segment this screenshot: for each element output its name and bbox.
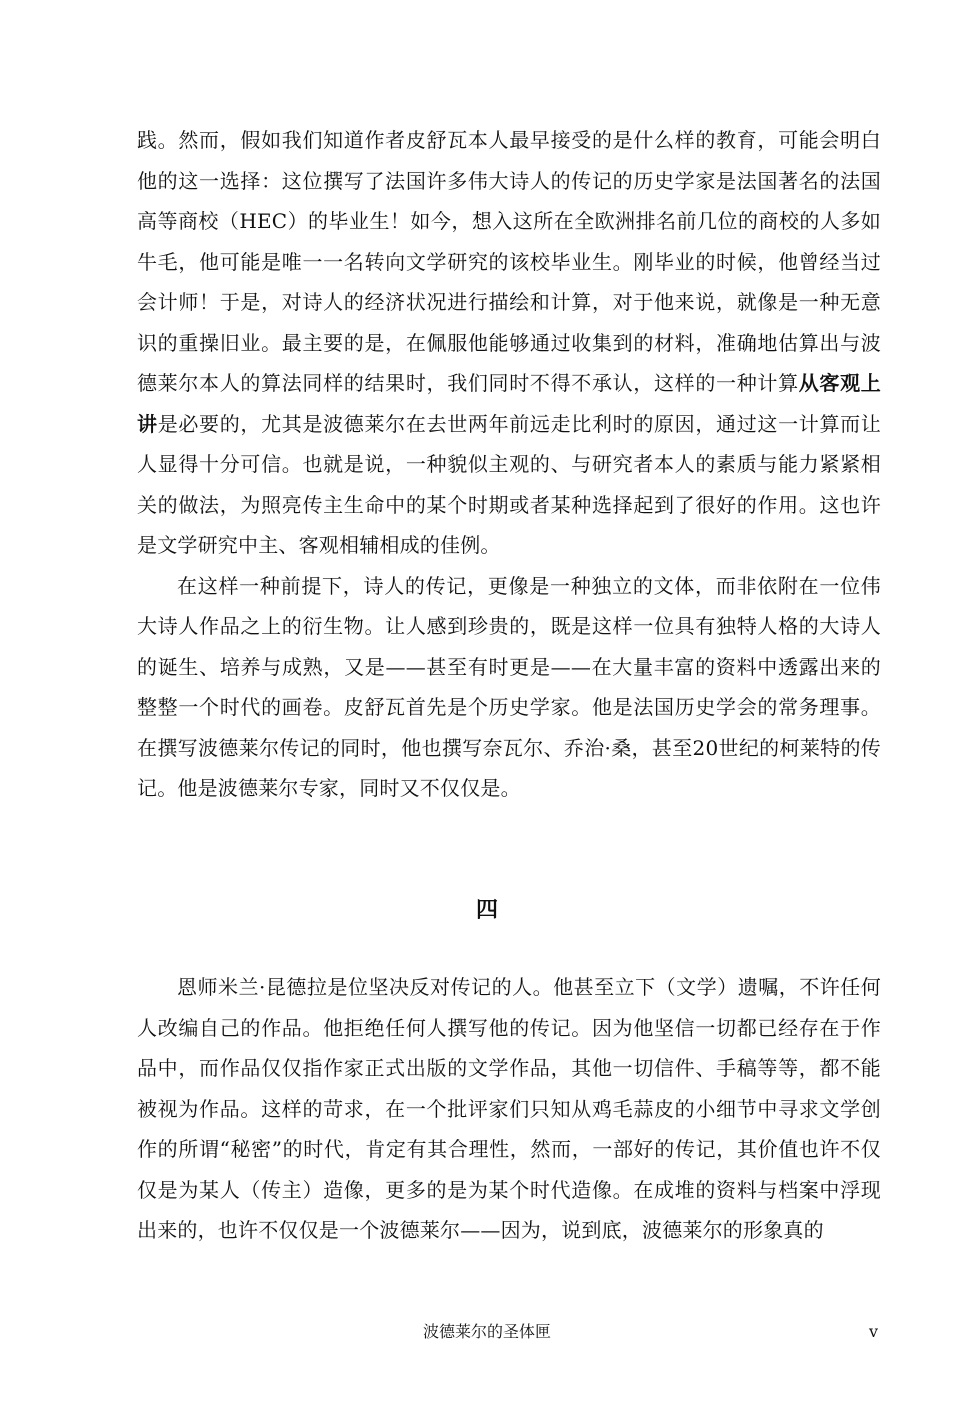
paragraph-continued bbox=[137, 120, 881, 566]
bold-phrase: 从客观上讲 bbox=[137, 371, 881, 436]
page-number: v bbox=[868, 1322, 878, 1341]
paragraph: 恩师米兰·昆德拉是位坚决反对传记的人。他甚至立下（文学）遗嘱，不许任何人改编自己的作品。他拒绝任何人撰写他的传记。因为他坚信一切都已经存在于作品中，而作品仅仅指作家正式出版的文学作品，其他一切信件、手稿等等，都不能被视为作品。这样的苛求，在一个批评家们只知从鸡毛蒜皮的小细节中寻求文学创作的所谓“秘密”的时代，肯定有其合理性，然而，一部好的传记，其价值也许不仅仅是为某人（传主）造像，更多的是为某个时代造像。在成堆的资料与档案中浮现出来的，也许不仅仅是一个波德莱尔——因为，说到底，波德莱尔的形象真的 bbox=[137, 975, 881, 1242]
footer-book-title: 波德莱尔的圣体匣 bbox=[422, 1322, 551, 1341]
body-text-section-a bbox=[137, 120, 881, 809]
paragraph-text: 践。然而，假如我们知道作者皮舒瓦本人最早接受的是什么样的教育，可能会明白他的这一选择：这位撰写了法国许多伟大诗人的传记的历史学家是法国著名的法国高等商校（HEC）的毕业生！如今，想入这所在全欧洲排名前几位的商校的人多如牛毛，他可能是唯一一名转向文学研究的该校毕业生。刚毕业的时候，他曾经当过会计师！于是，对诗人的经济状况进行描绘和计算，对于他来说，就像是一种无意识的重操旧业。最主要的是，在佩服他能够通过收集到的材料，准确地估算出与波德莱尔本人的算法同样的结果时，我们同时不得不承认，这样的一种计算 bbox=[137, 128, 881, 395]
paragraph-text: 是必要的，尤其是波德莱尔在去世两年前远走比利时的原因，通过这一计算而让人显得十分可信。也就是说，一种貌似主观的、与研究者本人的素质与能力紧紧相关的做法，为照亮传主生命中的某个时期或者某种选择起到了很好的作用。这也许是文学研究中主、客观相辅相成的佳例。 bbox=[137, 411, 882, 557]
body-text-section-b bbox=[137, 967, 881, 1251]
paragraph: 在这样一种前提下，诗人的传记，更像是一种独立的文体，而非依附在一位伟大诗人作品之上的衍生物。让人感到珍贵的，既是这样一位具有独特人格的大诗人的诞生、培养与成熟，又是——甚至有时更是——在大量丰富的资料中透露出来的整整一个时代的画卷。皮舒瓦首先是个历史学家。他是法国历史学会的常务理事。在撰写波德莱尔传记的同时，他也撰写奈瓦尔、乔治·桑，甚至20世纪的柯莱特的传记。他是波德莱尔专家，同时又不仅仅是。 bbox=[137, 573, 881, 800]
section-heading: 四 bbox=[475, 897, 498, 923]
